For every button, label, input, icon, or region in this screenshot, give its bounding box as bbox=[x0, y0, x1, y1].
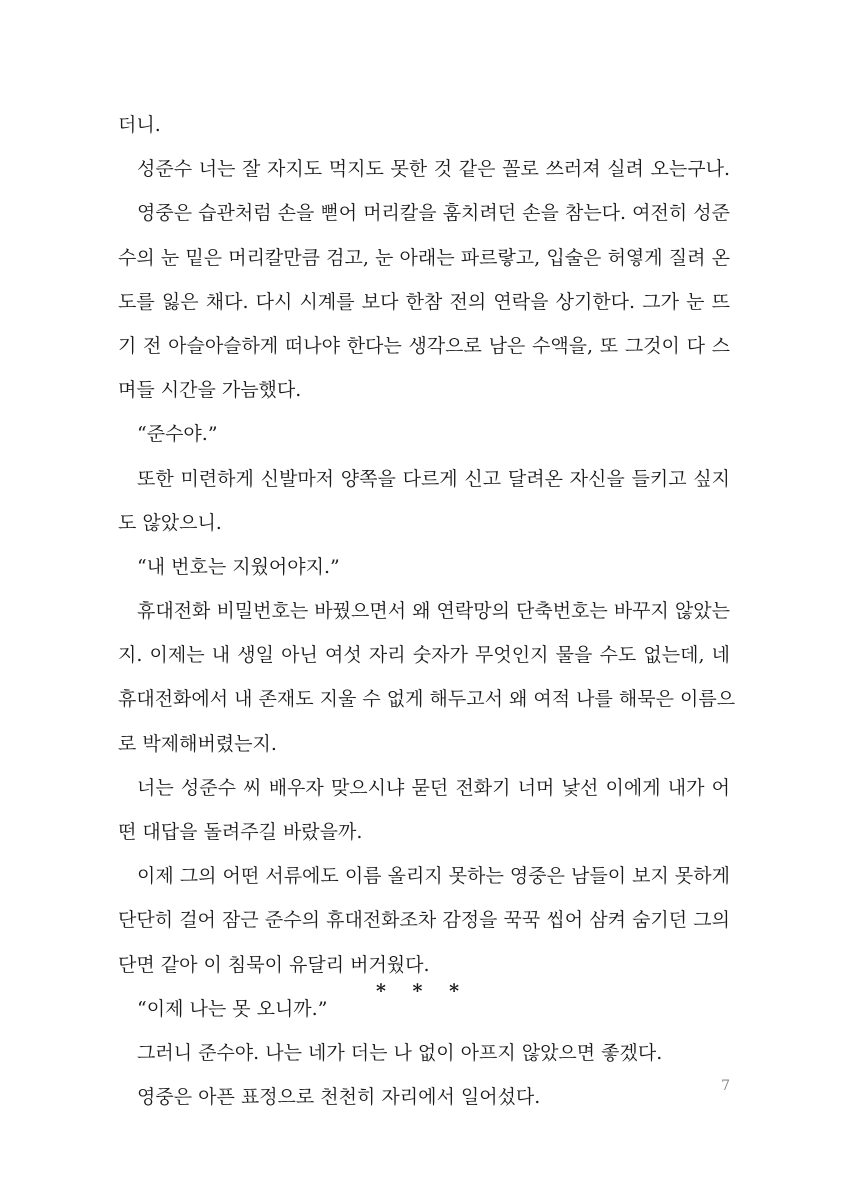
text-line-3: 영중은 습관처럼 손을 뻗어 머리칼을 훔치려던 손을 참는다. 여전히 성준 bbox=[137, 202, 730, 225]
text-line-9: 또한 미련하게 신발마저 양쪽을 다르게 신고 달려온 자신을 들키고 싶지 bbox=[137, 467, 730, 490]
section-break: * * * bbox=[375, 980, 470, 1002]
page-number: 7 bbox=[721, 1078, 730, 1094]
text-line-23: 영중은 아픈 표정으로 천천히 자리에서 일어섰다. bbox=[137, 1086, 541, 1109]
text-line-18: 이제 그의 어떤 서류에도 이름 올리지 못하는 영중은 남들이 보지 못하게 bbox=[137, 865, 730, 888]
text-line-20: 단면 같아 이 침묵이 유달리 버거웠다. bbox=[118, 953, 430, 976]
text-line-21: “이제 나는 못 오니까.” bbox=[137, 997, 328, 1020]
text-line-1: 더니. bbox=[118, 114, 161, 136]
text-line-13: 지. 이제는 내 생일 아닌 여섯 자리 숫자가 무엇인지 물을 수도 없는데, 네 bbox=[118, 644, 730, 667]
text-line-8: “준수야.” bbox=[137, 423, 218, 446]
text-line-16: 너는 성준수 씨 배우자 맞으시냐 묻던 전화기 너머 낯선 이에게 내가 어 bbox=[137, 776, 730, 799]
text-line-4: 수의 눈 밑은 머리칼만큼 검고, 눈 아래는 파르랗고, 입술은 허옇게 질려 온 bbox=[118, 246, 730, 269]
text-line-22: 그러니 준수야. 나는 네가 더는 나 없이 아프지 않았으면 좋겠다. bbox=[137, 1041, 663, 1064]
text-line-10: 도 않았으니. bbox=[118, 511, 222, 534]
text-line-15: 로 박제해버렸는지. bbox=[118, 732, 277, 755]
body-text bbox=[118, 103, 736, 1119]
text-line-17: 떤 대답을 돌려주길 바랐을까. bbox=[118, 821, 363, 843]
text-line-7: 며들 시간을 가늠했다. bbox=[118, 379, 302, 402]
text-line-2: 성준수 너는 잘 자지도 먹지도 못한 것 같은 꼴로 쓰러져 실려 오는구나. bbox=[137, 158, 730, 181]
text-line-12: 휴대전화 비밀번호는 바꿨으면서 왜 연락망의 단축번호는 바꾸지 않았는 bbox=[137, 600, 730, 623]
text-line-19: 단단히 걸어 잠근 준수의 휴대전화조차 감정을 꾹꾹 씹어 삼켜 숨기던 그의 bbox=[118, 909, 730, 932]
text-line-5: 도를 잃은 채다. 다시 시계를 보다 한참 전의 연락을 상기한다. 그가 눈 뜨 bbox=[118, 290, 730, 313]
text-line-6: 기 전 아슬아슬하게 떠나야 한다는 생각으로 남은 수액을, 또 그것이 다 스 bbox=[118, 334, 730, 357]
text-line-14: 휴대전화에서 내 존재도 지울 수 없게 해두고서 왜 여적 나를 해묵은 이름으 bbox=[118, 688, 736, 711]
text-line-11: “내 번호는 지웠어야지.” bbox=[137, 555, 340, 578]
